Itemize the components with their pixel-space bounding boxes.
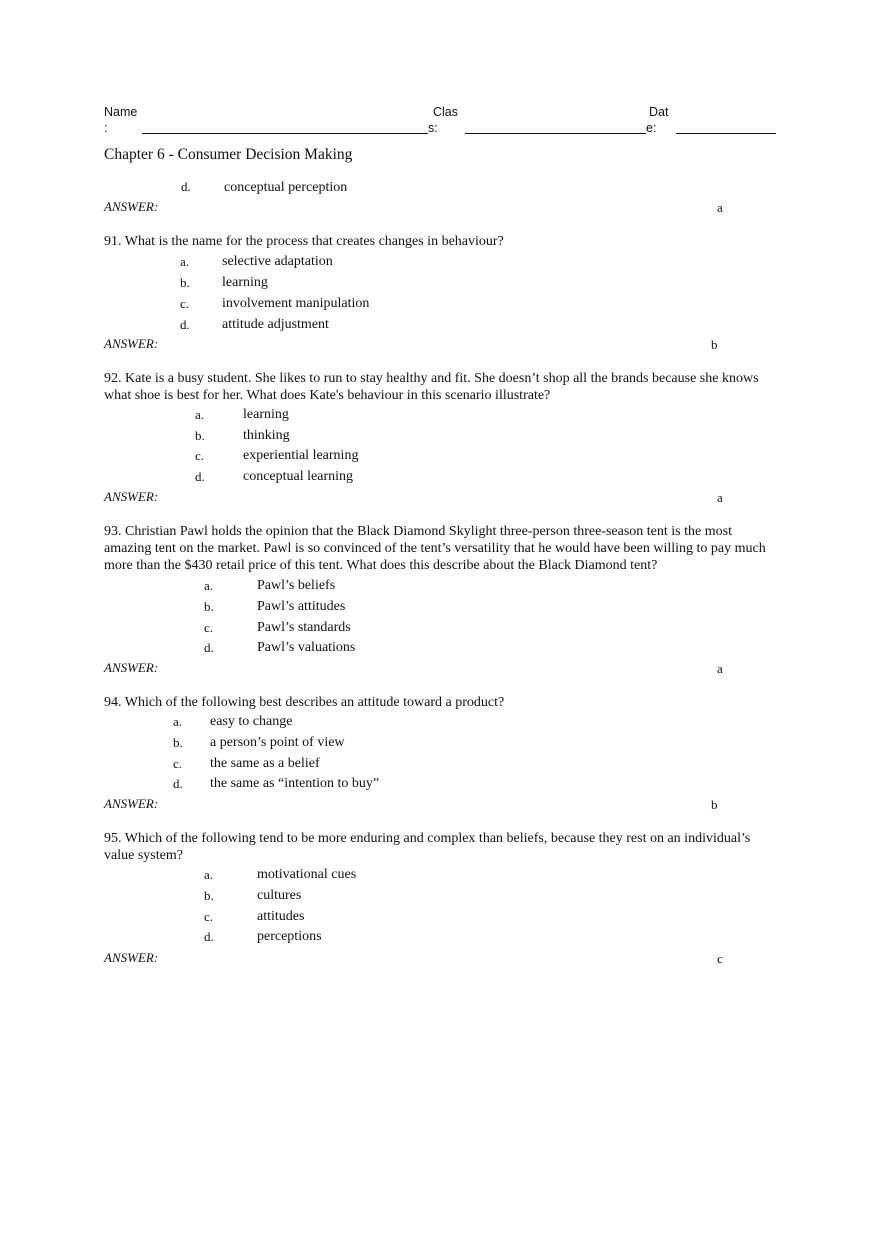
option-text: attitude adjustment xyxy=(222,317,329,332)
option-text: attitudes xyxy=(257,909,305,924)
option-text: a person’s point of view xyxy=(210,735,345,750)
class-field-line[interactable] xyxy=(465,133,646,134)
option-text: Pawl’s standards xyxy=(257,620,351,635)
answer-label: ANSWER: xyxy=(104,336,159,351)
option-text: Pawl’s attitudes xyxy=(257,599,346,614)
answer-value: a xyxy=(717,661,723,676)
option-text: the same as a belief xyxy=(210,756,320,771)
date-label: Dat xyxy=(649,105,669,119)
option-letter: d. xyxy=(195,469,205,484)
answer-value: c xyxy=(717,951,723,966)
date-label-suffix: e: xyxy=(646,121,657,135)
chapter-title: Chapter 6 - Consumer Decision Making xyxy=(104,146,353,163)
class-label: Clas xyxy=(433,105,459,119)
answer-value: b xyxy=(711,337,718,352)
option-letter: d. xyxy=(180,317,190,332)
option-letter: b. xyxy=(173,735,183,750)
option-letter: d. xyxy=(204,929,214,944)
option-text: selective adaptation xyxy=(222,254,333,269)
answer-value: a xyxy=(717,490,723,505)
option-text: experiential learning xyxy=(243,448,359,463)
option-text: easy to change xyxy=(210,714,293,729)
option-letter: a. xyxy=(204,867,214,882)
option-text: motivational cues xyxy=(257,867,357,882)
answer-label: ANSWER: xyxy=(104,489,159,504)
answer-value: b xyxy=(711,797,718,812)
name-field-line[interactable] xyxy=(142,133,428,134)
question-stem: 91. What is the name for the process that creates changes in behaviour? xyxy=(104,234,504,249)
answer-label: ANSWER: xyxy=(104,796,159,811)
name-label-colon: : xyxy=(104,121,108,135)
option-letter: a. xyxy=(204,578,214,593)
answer-value: a xyxy=(717,200,723,215)
question-stem: 93. Christian Pawl holds the opinion that the Black Diamond Skylight three-person three-season tent is the most amazing tent on the market. Pawl is so convinced of the tent’s versatility that he would have been willing to pay much more than the $430 retail price of this tent. What does this describe about the Black Diamond tent? xyxy=(104,524,766,573)
option-text: conceptual learning xyxy=(243,469,354,484)
date-field-line[interactable] xyxy=(676,133,776,134)
option-text: Pawl’s beliefs xyxy=(257,578,336,593)
option-text: cultures xyxy=(257,888,302,903)
option-text: Pawl’s valuations xyxy=(257,640,356,655)
option-letter: b. xyxy=(204,599,214,614)
class-label-suffix: s: xyxy=(428,121,438,135)
option-letter: c. xyxy=(180,296,190,311)
option-letter: a. xyxy=(195,407,205,422)
option-letter: a. xyxy=(180,254,190,269)
question-stem: 92. Kate is a busy student. She likes to run to stay healthy and fit. She doesn’t shop all the brands because she knows what shoe is best for her. What does Kate's behaviour in this scenario illustrate? xyxy=(104,371,759,403)
question-stem: 94. Which of the following best describes an attitude toward a product? xyxy=(104,695,505,710)
option-text: the same as “intention to buy” xyxy=(210,776,380,791)
answer-label: ANSWER: xyxy=(104,950,159,965)
option-text: learning xyxy=(222,275,268,290)
name-label: Name xyxy=(104,105,138,119)
option-text: conceptual perception xyxy=(224,180,348,195)
option-letter: d. xyxy=(181,179,191,194)
option-letter: c. xyxy=(195,448,205,463)
answer-label: ANSWER: xyxy=(104,199,159,214)
option-letter: d. xyxy=(204,640,214,655)
option-letter: d. xyxy=(173,776,183,791)
option-letter: c. xyxy=(173,756,183,771)
option-letter: c. xyxy=(204,620,214,635)
option-letter: b. xyxy=(180,275,190,290)
option-letter: a. xyxy=(173,714,183,729)
option-text: learning xyxy=(243,407,289,422)
option-text: perceptions xyxy=(257,929,322,944)
option-letter: b. xyxy=(195,428,205,443)
option-letter: b. xyxy=(204,888,214,903)
question-stem: 95. Which of the following tend to be more enduring and complex than beliefs, because they rest on an individual’s value system? xyxy=(104,831,751,863)
option-text: thinking xyxy=(243,428,290,443)
option-text: involvement manipulation xyxy=(222,296,370,311)
option-letter: c. xyxy=(204,909,214,924)
answer-label: ANSWER: xyxy=(104,660,159,675)
